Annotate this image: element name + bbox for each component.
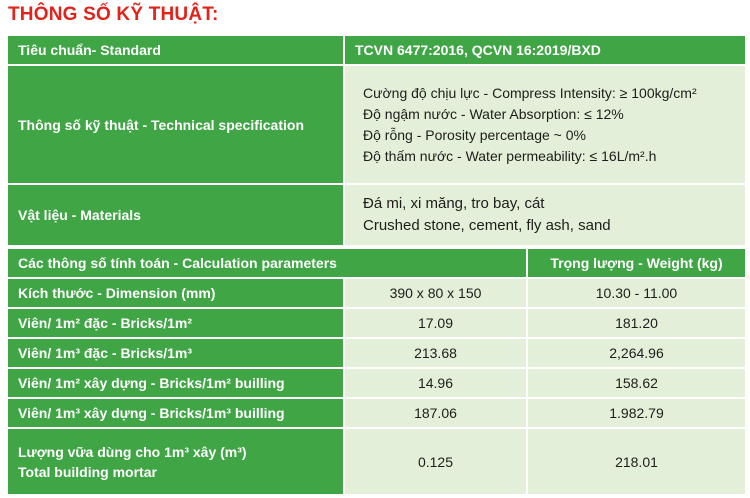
row-label: Viên/ 1m³ xây dựng - Bricks/1m³ builling xyxy=(8,399,343,427)
table-row xyxy=(8,309,745,337)
weight-header: Trọng lượng - Weight (kg) xyxy=(528,249,745,277)
spec-table xyxy=(8,36,745,494)
spec-line: Độ thấm nước - Water permeability: ≤ 16L/m².h xyxy=(363,147,657,164)
table-row xyxy=(8,339,745,367)
mortar-value: 0.125 xyxy=(345,429,526,494)
row-weight: 2,264.96 xyxy=(528,339,745,367)
row-weight: 181.20 xyxy=(528,309,745,337)
technical-values xyxy=(345,66,745,183)
calc-header-label: Các thông số tính toán - Calculation parameters xyxy=(8,249,526,277)
standard-label: Tiêu chuẩn- Standard xyxy=(8,36,343,64)
row-label: Viên/ 1m² xây dựng - Bricks/1m² builling xyxy=(8,369,343,397)
materials-label: Vật liệu - Materials xyxy=(8,185,343,245)
row-label: Kích thước - Dimension (mm) xyxy=(8,279,343,307)
technical-row xyxy=(8,66,745,183)
row-label: Viên/ 1m² đặc - Bricks/1m² xyxy=(8,309,343,337)
mortar-weight: 218.01 xyxy=(528,429,745,494)
row-value: 17.09 xyxy=(345,309,526,337)
row-value: 187.06 xyxy=(345,399,526,427)
row-weight: 10.30 - 11.00 xyxy=(528,279,745,307)
spec-line: Độ ngậm nước - Water Absorption: ≤ 12% xyxy=(363,105,624,122)
row-value: 390 x 80 x 150 xyxy=(345,279,526,307)
materials-values xyxy=(345,185,745,245)
mortar-label-vi: Lượng vữa dùng cho 1m³ xây (m³) xyxy=(18,443,247,460)
row-weight: 1.982.79 xyxy=(528,399,745,427)
spec-line: Cường độ chịu lực - Compress Intensity: ≥ 100kg/cm² xyxy=(363,84,697,101)
table-row xyxy=(8,399,745,427)
standard-row xyxy=(8,36,745,64)
mortar-row xyxy=(8,429,745,494)
mortar-label xyxy=(8,429,343,494)
technical-label: Thông số kỹ thuật - Technical specification xyxy=(8,66,343,183)
material-line: Crushed stone, cement, fly ash, sand xyxy=(363,217,611,234)
mortar-label-en: Total building mortar xyxy=(18,463,157,480)
table-row xyxy=(8,279,745,307)
material-line: Đá mi, xi măng, tro bay, cát xyxy=(363,195,545,212)
spec-line: Độ rỗng - Porosity percentage ~ 0% xyxy=(363,126,586,143)
row-weight: 158.62 xyxy=(528,369,745,397)
row-value: 14.96 xyxy=(345,369,526,397)
row-value: 213.68 xyxy=(345,339,526,367)
standard-value: TCVN 6477:2016, QCVN 16:2019/BXD xyxy=(345,36,745,64)
table-row xyxy=(8,369,745,397)
row-label: Viên/ 1m³ đặc - Bricks/1m³ xyxy=(8,339,343,367)
calc-header-row xyxy=(8,249,745,277)
page-title: THÔNG SỐ KỸ THUẬT: xyxy=(8,4,219,25)
materials-row xyxy=(8,185,745,245)
